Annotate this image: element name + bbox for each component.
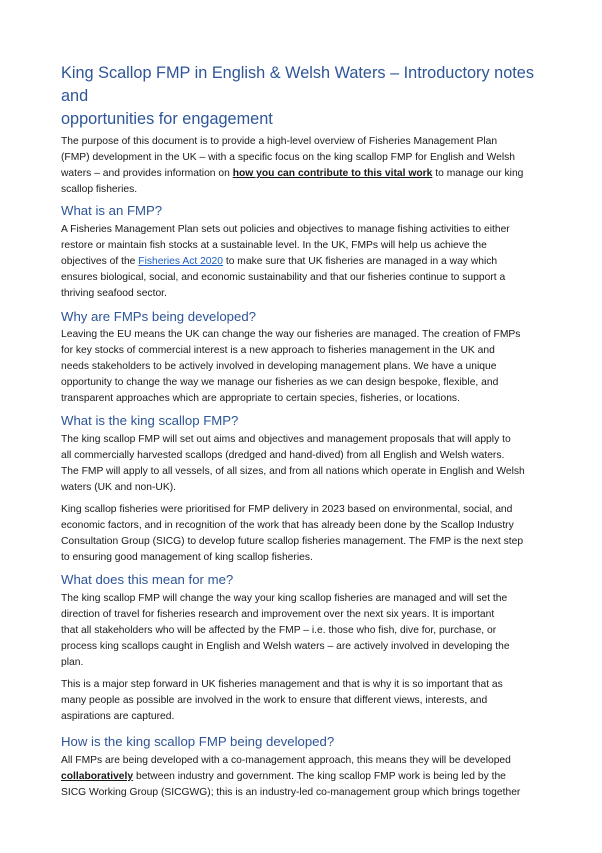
body-line: The FMP will apply to all vessels, of all sizes, and from all nations which operate in English and Welsh — [61, 466, 525, 477]
intro-line: scallop fisheries. — [61, 184, 138, 195]
body-line: to ensuring good management of king scallop fisheries. — [61, 552, 313, 563]
title-line-2: opportunities for engagement — [61, 110, 273, 128]
body-line: economic factors, and in recognition of the work that has already been done by the Scallop Industry — [61, 520, 514, 531]
body-line: SICG Working Group (SICGWG); this is an industry-led co-management group which brings together — [61, 787, 521, 798]
intro-line — [61, 166, 551, 182]
body-line: opportunity to change the way we manage our fisheries as we can design bespoke, flexible, and — [61, 377, 499, 388]
body-line: process king scallops caught in English and Welsh waters – are actively involved in developing the — [61, 641, 510, 652]
section-heading-what-is-king-scallop-fmp: What is the king scallop FMP? — [61, 413, 239, 428]
body-line: waters (UK and non-UK). — [61, 482, 177, 493]
body-line: Consultation Group (SICG) to develop future scallop fisheries management. The FMP is the next step — [61, 536, 524, 547]
body-line: plan. — [61, 657, 84, 668]
contribute-link[interactable]: how you can contribute to this vital work — [232, 168, 433, 179]
document-title — [61, 62, 561, 131]
body-text: objectives of the — [61, 256, 139, 267]
section-body-meaning-p2 — [61, 677, 551, 725]
intro-line: The purpose of this document is to provide a high-level overview of Fisheries Management Plan — [61, 136, 498, 147]
body-line: that all stakeholders who will be affected by the FMP – i.e. those who fish, dive for, purchase, or — [61, 625, 497, 636]
body-line — [61, 254, 551, 270]
body-line: transparent approaches which are appropriate to certain species, fisheries, or locations. — [61, 393, 460, 404]
section-body-why-fmps — [61, 327, 551, 407]
body-line: many people as possible are involved in the work to ensure that different views, interests, and — [61, 695, 488, 706]
section-body-king-scallop-p2 — [61, 502, 551, 566]
body-line: thriving seafood sector. — [61, 288, 167, 299]
body-line: direction of travel for fisheries research and improvement over the next six years. It is important — [61, 609, 495, 620]
collaboratively-emphasis: collaboratively — [61, 771, 134, 782]
body-line: This is a major step forward in UK fisheries management and that is why it is so important that as — [61, 679, 503, 690]
body-line: needs stakeholders to be actively involved in developing management plans. We have a unique — [61, 361, 497, 372]
fisheries-act-link[interactable]: Fisheries Act 2020 — [138, 256, 223, 267]
body-text: between industry and government. The king scallop FMP work is being led by the — [133, 771, 506, 782]
section-body-king-scallop-p1 — [61, 432, 551, 496]
body-line: The king scallop FMP will set out aims and objectives and management proposals that will apply to — [61, 434, 511, 445]
section-heading-how-developed: How is the king scallop FMP being developed? — [61, 734, 335, 749]
body-line: King scallop fisheries were prioritised for FMP delivery in 2023 based on environmental, social, and — [61, 504, 513, 515]
body-text: to make sure that UK fisheries are managed in a way which — [223, 256, 498, 267]
section-body-what-is-fmp — [61, 222, 551, 302]
title-line-1: King Scallop FMP in English & Welsh Waters – Introductory notes and — [61, 64, 534, 105]
body-line: all commercially harvested scallops (dredged and hand-dived) from all English and Welsh waters. — [61, 450, 505, 461]
intro-text: waters – and provides information on — [61, 168, 233, 179]
body-line: Leaving the EU means the UK can change the way our fisheries are managed. The creation of FMPs — [61, 329, 521, 340]
section-body-meaning-p1 — [61, 591, 551, 671]
intro-line: (FMP) development in the UK – with a specific focus on the king scallop FMP for English and Welsh — [61, 152, 516, 163]
body-line: ensures biological, social, and economic sustainability and that our fisheries continue to support a — [61, 272, 506, 283]
body-line: A Fisheries Management Plan sets out policies and objectives to manage fishing activities to either — [61, 224, 510, 235]
body-line: for key stocks of commercial interest is a new approach to fisheries management in the UK and — [61, 345, 495, 356]
intro-paragraph — [61, 134, 551, 198]
section-heading-what-is-fmp: What is an FMP? — [61, 203, 163, 218]
body-line: aspirations are captured. — [61, 711, 175, 722]
body-line: restore or maintain fish stocks at a sustainable level. In the UK, FMPs will help us achieve the — [61, 240, 487, 251]
body-line: All FMPs are being developed with a co-management approach, this means they will be developed — [61, 755, 511, 766]
section-body-how-developed — [61, 753, 551, 801]
section-heading-what-does-this-mean: What does this mean for me? — [61, 572, 234, 587]
intro-text: to manage our king — [432, 168, 524, 179]
body-line — [61, 769, 551, 785]
body-line: The king scallop FMP will change the way your king scallop fisheries are managed and will set the — [61, 593, 508, 604]
section-heading-why-fmps: Why are FMPs being developed? — [61, 309, 256, 324]
